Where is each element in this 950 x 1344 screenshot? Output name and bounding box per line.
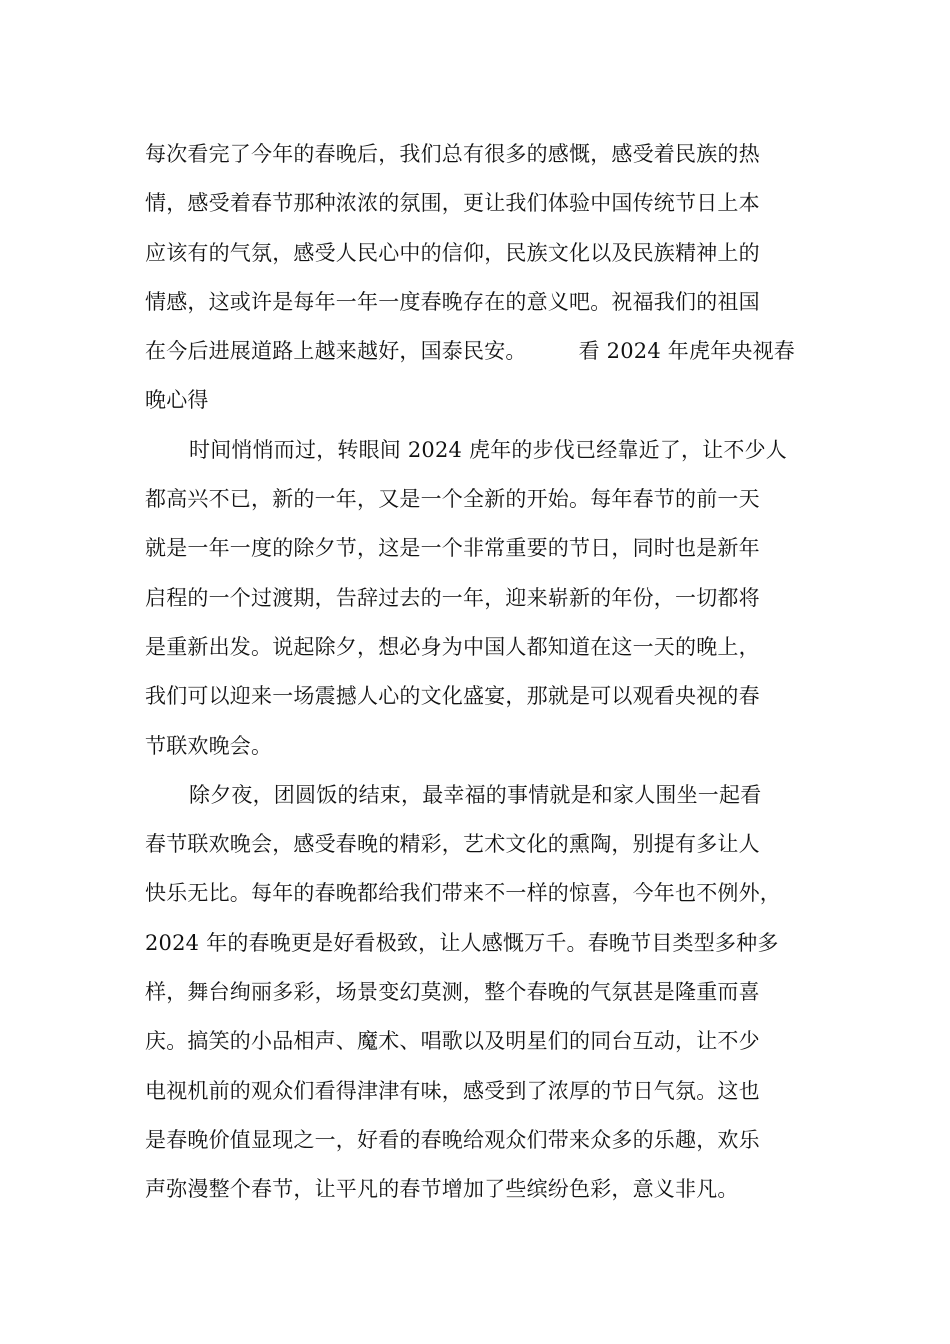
text-line: 快乐无比。每年的春晚都给我们带来不一样的惊喜，今年也不例外， [145, 881, 781, 906]
paragraph-3 [145, 771, 825, 1215]
text-line: 情感，这或许是每年一年一度春晚存在的意义吧。祝福我们的祖国 [145, 289, 760, 314]
text-line: 时间悄悄而过，转眼间 2024 虎年的步伐已经靠近了，让不少人 [189, 437, 787, 462]
document-body [145, 130, 825, 1215]
text-line: 都高兴不已，新的一年，又是一个全新的开始。每年春节的前一天 [145, 487, 760, 512]
text-line: 庆。搞笑的小品相声、魔术、唱歌以及明星们的同台互动，让不少 [145, 1029, 760, 1054]
text-line: 声弥漫整个春节，让平凡的春节增加了些缤纷色彩，意义非凡。 [145, 1177, 739, 1202]
text-line: 除夕夜，团圆饭的结束，最幸福的事情就是和家人围坐一起看 [189, 782, 762, 807]
paragraph-2 [145, 426, 825, 771]
text-line: 在今后进展道路上越来越好，国泰民安。 [145, 339, 527, 364]
text-line: 2024 年的春晚更是好看极致，让人感慨万千。春晚节目类型多种多 [145, 930, 779, 955]
text-line: 节联欢晚会。 [145, 733, 273, 758]
text-line: 我们可以迎来一场震撼人心的文化盛宴，那就是可以观看央视的春 [145, 684, 760, 709]
text-line: 就是一年一度的除夕节，这是一个非常重要的节日，同时也是新年 [145, 536, 760, 561]
inline-heading: 看 2024 年虎年央视春 [578, 339, 796, 364]
text-line: 每次看完了今年的春晚后，我们总有很多的感慨，感受着民族的热 [145, 142, 760, 166]
paragraph-1 [145, 130, 825, 426]
text-line: 样，舞台绚丽多彩，场景变幻莫测，整个春晚的气氛甚是隆重而喜 [145, 980, 760, 1005]
text-line: 电视机前的观众们看得津津有味，感受到了浓厚的节日气氛。这也 [145, 1078, 760, 1103]
text-line: 晚心得 [145, 388, 209, 413]
text-line: 春节联欢晚会，感受春晚的精彩，艺术文化的熏陶，别提有多让人 [145, 832, 760, 857]
text-line: 是春晚价值显现之一，好看的春晚给观众们带来众多的乐趣，欢乐 [145, 1127, 760, 1152]
text-line: 应该有的气氛，感受人民心中的信仰，民族文化以及民族精神上的 [145, 240, 760, 265]
text-line-with-heading [145, 327, 825, 376]
text-line: 情，感受着春节那种浓浓的氛围，更让我们体验中国传统节日上本 [145, 191, 760, 216]
text-line: 启程的一个过渡期，告辞过去的一年，迎来崭新的年份，一切都将 [145, 585, 760, 610]
text-line: 是重新出发。说起除夕，想必身为中国人都知道在这一天的晚上， [145, 634, 760, 659]
